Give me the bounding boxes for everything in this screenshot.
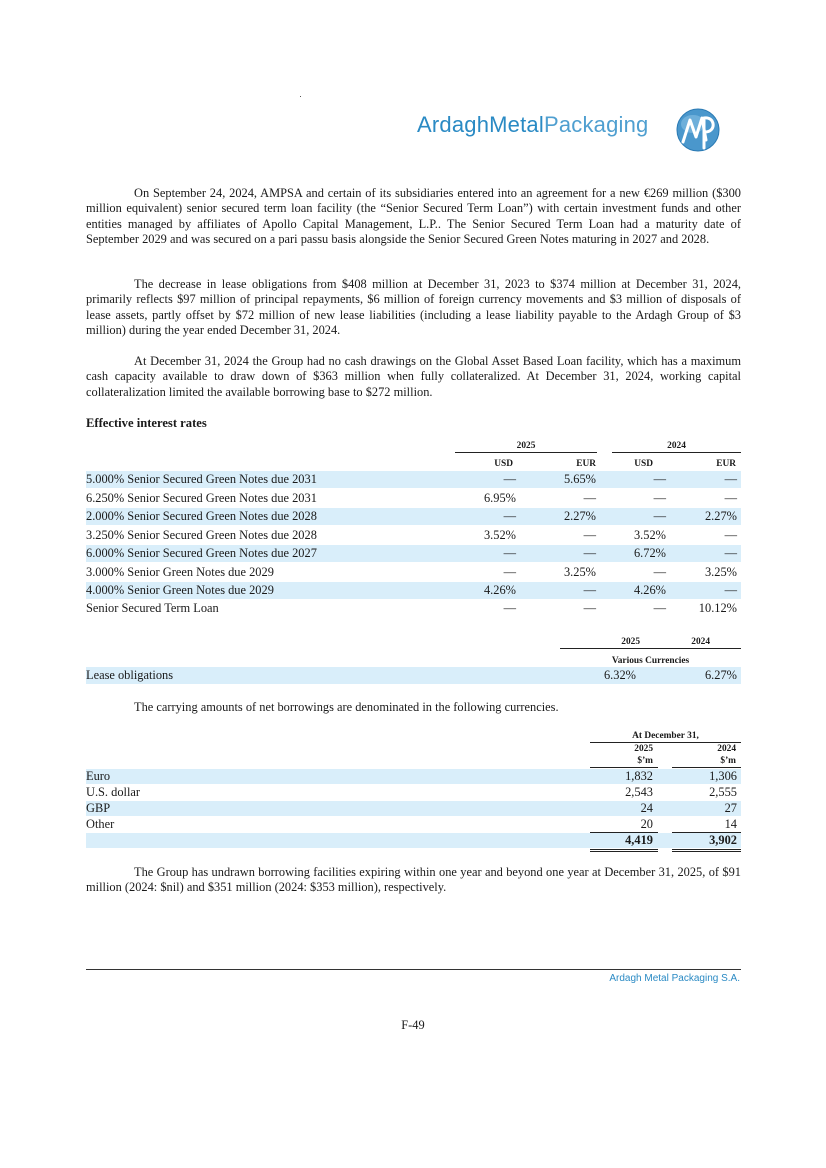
currency-total-2024: 3,902: [709, 833, 737, 847]
rates-year-2025: 2025: [516, 441, 536, 451]
rates-cell-eur-2024: 3.25%: [704, 565, 737, 579]
currency-row: [86, 817, 741, 832]
rates-row-label: 3.250% Senior Secured Green Notes due 2028: [86, 528, 317, 542]
rates-row-label: 6.250% Senior Secured Green Notes due 2031: [86, 491, 317, 505]
rates-cell-usd-2025: 3.52%: [483, 528, 516, 542]
rates-cell-usd-2024: —: [653, 601, 666, 615]
footer-company-name: Ardagh Metal Packaging S.A.: [609, 973, 740, 984]
rates-cell-usd-2025: 6.95%: [483, 491, 516, 505]
stray-dot: [300, 96, 301, 97]
footer-rule: [86, 969, 741, 970]
currencies-header: At December 31,: [632, 731, 699, 741]
rates-cell-eur-2025: —: [583, 583, 596, 597]
currency-cell-2024: 2,555: [709, 785, 737, 799]
rates-cell-usd-2025: —: [503, 601, 516, 615]
rates-cell-usd-2025: —: [503, 565, 516, 579]
currency-cell-2024: 27: [724, 801, 737, 815]
currencies-year-2025: 2025: [634, 744, 653, 754]
rates-cell-usd-2024: —: [653, 491, 666, 505]
currency-row-label: Euro: [86, 769, 111, 783]
logo-word-packaging: Packaging: [543, 112, 649, 137]
rates-row-label: 3.000% Senior Green Notes due 2029: [86, 565, 274, 579]
currency-cell-2024: 1,306: [709, 769, 737, 783]
paragraph-undrawn-facilities: The Group has undrawn borrowing facilities expiring within one year and beyond one year at December 31, 2025, of $91 million (2024: $nil) and $351 million (2024: $353 million), respectively.: [86, 865, 741, 895]
rates-cell-usd-2024: —: [653, 565, 666, 579]
currency-cell-2025: 2,543: [625, 785, 653, 799]
rates-col-eur-2025: EUR: [576, 459, 596, 469]
rates-cell-usd-2025: —: [503, 472, 516, 486]
paragraph-abl-facility: At December 31, 2024 the Group had no cash drawings on the Global Asset Based Loan facility, which has a maximum cash capacity available to draw down of $363 million when fully collateralized. At December 31, 2024, working capital collateralization limited the available borrowing base to $272 million.: [86, 354, 741, 399]
rates-col-usd-2024: USD: [634, 459, 653, 469]
rates-cell-usd-2024: 6.72%: [633, 546, 666, 560]
rates-year-2024: 2024: [667, 441, 686, 451]
currencies-header-rule: [590, 742, 741, 743]
rates-cell-usd-2025: —: [503, 546, 516, 560]
logo-wordmark: [417, 112, 649, 138]
logo-word-ardagh: Ardagh: [417, 112, 490, 137]
rates-cell-eur-2025: —: [583, 601, 596, 615]
rates-cell-eur-2024: 10.12%: [698, 601, 737, 615]
currencies-unit-2024: $’m: [720, 756, 736, 766]
rates-row-label: 4.000% Senior Green Notes due 2029: [86, 583, 274, 597]
rates-cell-eur-2024: —: [724, 546, 737, 560]
currency-total-row: [86, 833, 741, 848]
lease-header-rule: [560, 648, 741, 649]
rates-row: [86, 564, 741, 581]
currency-cell-2025: 20: [640, 817, 653, 831]
rates-cell-eur-2024: —: [724, 528, 737, 542]
lease-year-2025: 2025: [621, 637, 640, 647]
rates-row: [86, 527, 741, 544]
currency-row-label: U.S. dollar: [86, 785, 141, 799]
rates-row-label: Senior Secured Term Loan: [86, 601, 219, 615]
rates-row-label: 2.000% Senior Secured Green Notes due 2028: [86, 509, 317, 523]
currency-row: [86, 769, 741, 784]
rates-row: [86, 471, 741, 488]
rates-cell-eur-2024: —: [724, 472, 737, 486]
rates-row-label: 5.000% Senior Secured Green Notes due 2031: [86, 472, 317, 486]
currency-row-label: GBP: [86, 801, 111, 815]
currencies-unit-rule-2025: [590, 767, 658, 768]
rates-col-eur-2024: EUR: [716, 459, 736, 469]
currency-cell-2024: 14: [724, 817, 737, 831]
currencies-unit-2025: $’m: [637, 756, 653, 766]
lease-cell-2025: 6.32%: [603, 668, 636, 682]
currencies-double-rule-2025: [590, 849, 658, 852]
currencies-double-rule-2024: [672, 849, 741, 852]
rates-cell-usd-2024: 3.52%: [633, 528, 666, 542]
rates-2025-rule: [455, 452, 597, 453]
rates-cell-usd-2024: 4.26%: [633, 583, 666, 597]
rates-row: [86, 600, 741, 617]
rates-row-label: 6.000% Senior Secured Green Notes due 2027: [86, 546, 317, 560]
rates-cell-eur-2024: 2.27%: [704, 509, 737, 523]
currency-row: [86, 801, 741, 816]
lease-subheader: Various Currencies: [611, 656, 690, 666]
currency-total-2025: 4,419: [625, 833, 653, 847]
paragraph-lease-obligations: The decrease in lease obligations from $408 million at December 31, 2023 to $374 million at December 31, 2024, primarily reflects $97 million of principal repayments, $6 million of foreign currency movements and $3 million of disposals of lease assets, partly offset by $72 million of new lease liabilities (including a lease liability payable to the Ardagh Group of $3 million) during the year ended December 31, 2024.: [86, 277, 741, 338]
logo-word-metal: Metal: [489, 112, 544, 137]
rates-row: [86, 545, 741, 562]
page-number: F-49: [401, 1018, 425, 1032]
rates-cell-eur-2025: 3.25%: [563, 565, 596, 579]
rates-cell-usd-2025: —: [503, 509, 516, 523]
rates-cell-eur-2025: 5.65%: [563, 472, 596, 486]
rates-cell-eur-2025: —: [583, 528, 596, 542]
currency-row-label: Other: [86, 817, 115, 831]
amp-logo-icon: [675, 104, 721, 154]
rates-cell-eur-2024: —: [724, 491, 737, 505]
currency-row: [86, 785, 741, 800]
rates-cell-eur-2025: —: [583, 546, 596, 560]
lease-row: [86, 667, 741, 684]
rates-2024-rule: [612, 452, 741, 453]
paragraph-currencies-intro: The carrying amounts of net borrowings are denominated in the following currencies.: [134, 700, 559, 714]
rates-col-usd-2025: USD: [494, 459, 513, 469]
currencies-unit-rule-2024: [672, 767, 741, 768]
rates-cell-eur-2025: —: [583, 491, 596, 505]
currency-cell-2025: 24: [640, 801, 653, 815]
rates-cell-usd-2024: —: [653, 472, 666, 486]
rates-row: [86, 490, 741, 507]
rates-cell-usd-2024: —: [653, 509, 666, 523]
lease-year-2024: 2024: [691, 637, 710, 647]
rates-row: [86, 508, 741, 525]
rates-cell-eur-2024: —: [724, 583, 737, 597]
paragraph-term-loan: On September 24, 2024, AMPSA and certain of its subsidiaries entered into an agreement for a new €269 million ($300 million equivalent) senior secured term loan facility (the “Senior Secured Term Loan”) with certain investment funds and other entities managed by affiliates of Apollo Capital Management, L.P.. The Senior Secured Term Loan had a maturity date of September 2029 and was secured on a pari passu basis alongside the Senior Secured Green Notes maturing in 2027 and 2028.: [86, 186, 741, 247]
lease-cell-2024: 6.27%: [704, 668, 737, 682]
section-title-effective-rates: Effective interest rates: [86, 416, 207, 430]
rates-cell-eur-2025: 2.27%: [563, 509, 596, 523]
currency-cell-2025: 1,832: [625, 769, 653, 783]
rates-row: [86, 582, 741, 599]
currencies-year-2024: 2024: [717, 744, 736, 754]
lease-row-label: Lease obligations: [86, 668, 174, 682]
rates-cell-usd-2025: 4.26%: [483, 583, 516, 597]
